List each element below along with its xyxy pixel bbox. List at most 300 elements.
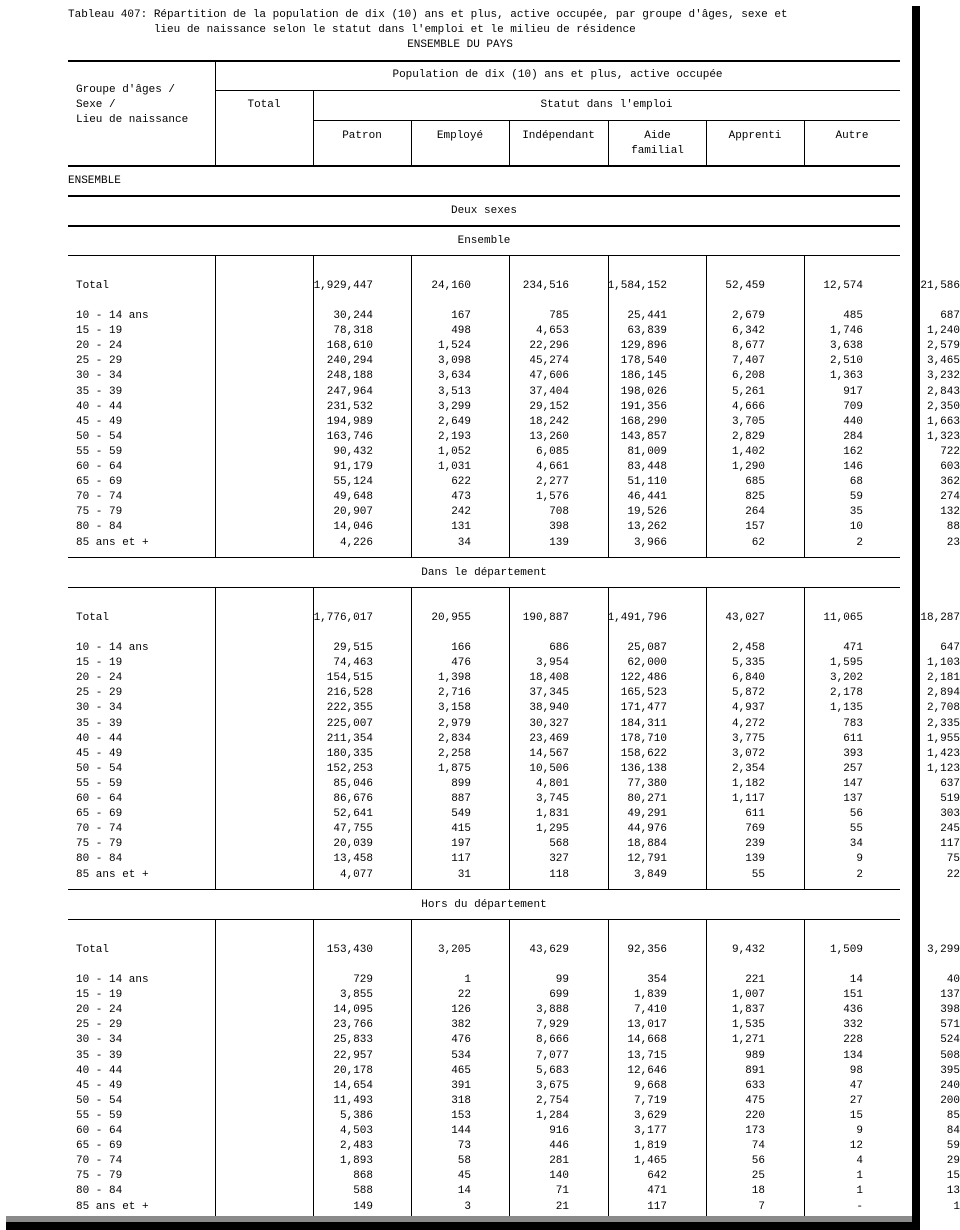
table-title [68,8,908,38]
cell-value: 3,098 [437,355,471,368]
cell-value: 25,441 [627,310,667,322]
cell-value: 332 [843,1019,863,1032]
table-row [68,309,960,324]
cell-value: 12,574 [823,280,863,292]
column-header-employe: Employé [436,130,484,142]
cell-value: 7,410 [633,1004,667,1017]
cell-value: 471 [843,642,863,654]
cell-value: 2,679 [731,310,765,322]
cell-value: 52,459 [725,280,765,292]
cell-value: 43,027 [725,612,765,624]
cell-value: 157 [745,521,765,534]
cell-value: 4,077 [339,868,373,881]
cell-value: 1,284 [535,1109,569,1122]
cell-value: 1,323 [926,430,960,443]
cell-value: 47 [849,1079,863,1092]
cell-value: 917 [843,385,863,398]
row-label: 30 - 34 [76,702,123,715]
row-label: 45 - 49 [76,1079,123,1092]
cell-value: 126 [451,1004,471,1017]
cell-value: 84 [946,1125,960,1137]
cell-value: 2,483 [339,1140,373,1153]
cell-value: 117 [647,1200,667,1213]
cell-value: 75 [946,853,960,866]
row-label: Total [76,612,110,624]
cell-value: 24,160 [431,280,471,292]
section-rule [68,587,900,588]
cell-value: 708 [549,506,569,519]
cell-value: 274 [940,491,960,504]
cell-value: 13 [946,1185,960,1198]
cell-value: 63,839 [627,325,667,338]
row-label: 25 - 29 [76,1019,123,1032]
cell-value: 1,007 [731,989,765,1002]
row-label: 50 - 54 [76,762,123,775]
cell-value: 603 [940,461,960,473]
cell-value: 29 [946,1155,960,1168]
row-label: 55 - 59 [76,777,123,790]
cell-value: 34 [849,838,863,851]
column-header-apprenti: Apprenti [728,130,782,142]
cell-value: 3,675 [535,1079,569,1092]
cell-value: 56 [849,808,863,821]
cell-value: 622 [451,476,471,489]
row-label: 50 - 54 [76,1094,123,1107]
cell-value: 140 [549,1170,569,1183]
cell-value: 31 [457,868,471,881]
cell-value: 91,179 [333,461,373,473]
cell-value: 4,666 [731,400,765,413]
cell-value: 13,715 [627,1049,667,1062]
cell-value: 1,746 [829,325,863,338]
cell-value: 7,719 [633,1094,667,1107]
cell-value: 8,666 [535,1034,569,1047]
cell-value: 74,463 [333,657,373,670]
cell-value: 247,964 [326,385,373,398]
section-bottom-rule [68,557,900,558]
cell-value: 11,493 [333,1094,373,1107]
cell-value: 83,448 [627,461,667,473]
cell-value: 14,654 [333,1079,373,1092]
table-row [68,1200,960,1215]
cell-value: 1,955 [926,732,960,745]
cell-value: 465 [451,1064,471,1077]
cell-value: 77,380 [627,777,667,790]
cell-value: 3,775 [731,732,765,745]
cell-value: 20,178 [333,1064,373,1077]
cell-value: 436 [843,1004,863,1017]
cell-value: 58 [457,1155,471,1168]
cell-value: 81,009 [627,445,667,458]
cell-value: 1 [464,974,471,986]
cell-value: 149 [353,1200,373,1213]
row-label: 40 - 44 [76,1064,123,1077]
cell-value: 2 [856,868,863,881]
table-row [68,852,960,867]
cell-value: 216,528 [326,687,373,700]
column-header-patron: Patron [342,130,382,142]
cell-value: 221 [745,974,765,986]
cell-value: 3,299 [926,944,960,956]
sex-label: Deux sexes [450,205,517,217]
cell-value: 899 [451,777,471,790]
cell-value: 34 [457,536,471,549]
cell-value: 194,989 [326,415,373,428]
cell-value: 568 [549,838,569,851]
column-header-independant: Indépendant [522,130,595,142]
cell-value: 85 [946,1109,960,1122]
cell-value: 20,907 [333,506,373,519]
cell-value: 3,072 [731,747,765,760]
cell-value: 9,668 [633,1079,667,1092]
cell-value: 98 [849,1064,863,1077]
cell-value: 3,705 [731,415,765,428]
cell-value: 284 [843,430,863,443]
cell-value: 22 [457,989,471,1002]
cell-value: 1,290 [731,461,765,473]
cell-value: 25,087 [627,642,667,654]
cell-value: 186,145 [620,370,667,383]
cell-value: 485 [843,310,863,322]
cell-value: 2,335 [926,717,960,730]
cell-value: 1,271 [731,1034,765,1047]
cell-value: 2,829 [731,430,765,443]
cell-value: 80,271 [627,793,667,805]
cell-value: 534 [451,1049,471,1062]
cell-value: 1,240 [926,325,960,338]
cell-value: 143,857 [620,430,667,443]
status-group-header: Statut dans l'emploi [540,99,673,111]
cell-value: 549 [451,808,471,821]
row-label: 10 - 14 ans [76,642,149,654]
cell-value: 4,272 [731,717,765,730]
cell-value: 190,887 [522,612,569,624]
cell-value: 234,516 [522,280,569,292]
column-header-aide-familial: Aide familial [631,130,684,157]
cell-value: 989 [745,1049,765,1062]
cell-value: 2,649 [437,415,471,428]
cell-value: 184,311 [620,717,667,730]
table-row [68,1139,960,1154]
table-row [68,807,960,822]
cell-value: 74 [751,1140,765,1153]
table-row [68,868,960,883]
cell-value: 23,469 [529,732,569,745]
column-header-total: Total [247,99,281,111]
row-label: 70 - 74 [76,491,123,504]
cell-value: 2,716 [437,687,471,700]
cell-value: 1,837 [731,1004,765,1017]
cell-value: 2 [856,536,863,549]
cell-value: 1,839 [633,989,667,1002]
cell-value: 13,260 [529,430,569,443]
row-label: 40 - 44 [76,732,123,745]
cell-value: 62 [751,536,765,549]
cell-value: 3,634 [437,370,471,383]
cell-value: 611 [745,808,765,821]
row-label: 40 - 44 [76,400,123,413]
cell-value: 173 [745,1125,765,1137]
cell-value: 440 [843,415,863,428]
cell-value: 88 [946,521,960,534]
cell-value: 242 [451,506,471,519]
row-label: 70 - 74 [76,1155,123,1168]
cell-value: 68 [849,476,863,489]
cell-value: 171,477 [620,702,667,715]
cell-value: 165,523 [620,687,667,700]
row-header-line: Lieu de naissance [76,114,189,126]
table-row [68,369,960,384]
cell-value: 1,423 [926,747,960,760]
cell-value: 35 [849,506,863,519]
table-row [68,536,960,551]
row-label: 80 - 84 [76,1185,123,1198]
cell-value: 147 [843,777,863,790]
cell-value: 152,253 [326,762,373,775]
cell-value: 2,979 [437,717,471,730]
cell-value: 3,299 [437,400,471,413]
cell-value: 1,584,152 [607,280,667,292]
cell-value: 6,840 [731,672,765,685]
table-row [68,747,960,762]
cell-value: 687 [940,310,960,322]
table-row [68,445,960,460]
cell-value: 90,432 [333,445,373,458]
cell-value: 6,208 [731,370,765,383]
cell-value: 20,039 [333,838,373,851]
cell-value: 571 [940,1019,960,1032]
cell-value: 4,503 [339,1125,373,1137]
row-label: 15 - 19 [76,989,123,1002]
cell-value: 3,855 [339,989,373,1002]
cell-value: 7,929 [535,1019,569,1032]
table-row [68,430,960,445]
cell-value: 71 [555,1185,569,1198]
header-rule-2 [313,120,900,121]
cell-value: 55 [751,868,765,881]
row-label: 50 - 54 [76,430,123,443]
section-title: Ensemble [457,235,511,247]
cell-value: 178,710 [620,732,667,745]
section-title: Hors du département [421,899,547,911]
cell-value: 257 [843,762,863,775]
cell-value: 2,277 [535,476,569,489]
cell-value: 55 [849,823,863,836]
cell-value: 327 [549,853,569,866]
cell-value: 137 [843,793,863,805]
cell-value: 2,510 [829,355,863,368]
cell-value: 637 [940,777,960,790]
cell-value: 47,755 [333,823,373,836]
table-row [68,460,960,475]
table-row [68,1154,960,1169]
row-label: 65 - 69 [76,808,123,821]
cell-value: 9 [856,1125,863,1137]
table-row [68,1003,960,1018]
table-row [68,1049,960,1064]
cell-value: 2,708 [926,702,960,715]
cell-value: 47,606 [529,370,569,383]
cell-value: 3,202 [829,672,863,685]
cell-value: 10,506 [529,762,569,775]
cell-value: 144 [451,1125,471,1137]
cell-value: 2,843 [926,385,960,398]
cell-value: 92,356 [627,944,667,956]
section-rule [68,919,900,920]
row-label: 60 - 64 [76,793,123,805]
cell-value: 1,819 [633,1140,667,1153]
row-label: Total [76,280,110,292]
cell-value: 180,335 [326,747,373,760]
cell-value: 475 [745,1094,765,1107]
cell-value: 3,745 [535,793,569,805]
cell-value: 22,957 [333,1049,373,1062]
cell-value: 22 [946,868,960,881]
cell-value: 1,052 [437,445,471,458]
total-row [68,943,960,958]
row-label: 25 - 29 [76,355,123,368]
row-label: 80 - 84 [76,521,123,534]
cell-value: 15 [849,1109,863,1122]
row-label: 20 - 24 [76,672,123,685]
cell-value: 2,834 [437,732,471,745]
table-row [68,762,960,777]
table-row [68,656,960,671]
row-label: 10 - 14 ans [76,310,149,322]
cell-value: 139 [745,853,765,866]
cell-value: 7,077 [535,1049,569,1062]
cell-value: 129,896 [620,340,667,353]
total-row [68,611,960,626]
cell-value: 3,849 [633,868,667,881]
cell-value: 1,576 [535,491,569,504]
cell-value: 868 [353,1170,373,1183]
cell-value: 1,524 [437,340,471,353]
cell-value: 40 [946,974,960,986]
cell-value: 391 [451,1079,471,1092]
cell-value: 38,940 [529,702,569,715]
cell-value: 166 [451,642,471,654]
cell-value: 2,458 [731,642,765,654]
table-row [68,732,960,747]
cell-value: 14,046 [333,521,373,534]
cell-value: 18,287 [920,612,960,624]
cell-value: 222,355 [326,702,373,715]
table-row [68,1184,960,1199]
cell-value: 45 [457,1170,471,1183]
table-row [68,415,960,430]
cell-value: 1,031 [437,461,471,473]
cell-value: 99 [555,974,569,986]
cell-value: 722 [940,445,960,458]
section-title: Dans le département [421,567,547,579]
cell-value: 51,110 [627,476,667,489]
cell-value: 6,085 [535,445,569,458]
cell-value: 5,872 [731,687,765,700]
row-label: 20 - 24 [76,1004,123,1017]
cell-value: 168,290 [620,415,667,428]
cell-value: 12,791 [627,853,667,866]
cell-value: 5,683 [535,1064,569,1077]
cell-value: 62,000 [627,657,667,670]
cell-value: 245 [940,823,960,836]
table-row [68,822,960,837]
cell-value: 14,567 [529,747,569,760]
cell-value: 6,342 [731,325,765,338]
header-top-rule [68,60,900,62]
cell-value: 30,327 [529,717,569,730]
cell-value: 476 [451,657,471,670]
row-header-line: Groupe d'âges / [76,84,176,96]
row-label: 15 - 19 [76,657,123,670]
row-label: 10 - 14 ans [76,974,149,986]
cell-value: 23,766 [333,1019,373,1032]
table-row [68,1064,960,1079]
cell-value: 7,407 [731,355,765,368]
cell-value: 1,893 [339,1155,373,1168]
cell-value: 473 [451,491,471,504]
cell-value: 178,540 [620,355,667,368]
cell-value: 162 [843,445,863,458]
cell-value: 46,441 [627,491,667,504]
cell-value: 29,515 [333,642,373,654]
section-bottom-rule [68,889,900,890]
cell-value: 769 [745,823,765,836]
cell-value: 7 [758,1200,765,1213]
row-label: 15 - 19 [76,325,123,338]
cell-value: 73 [457,1140,471,1153]
cell-value: 168,610 [326,340,373,353]
table-row [68,490,960,505]
row-label: 20 - 24 [76,340,123,353]
cell-value: 8,677 [731,340,765,353]
cell-value: 891 [745,1064,765,1077]
cell-value: 122,486 [620,672,667,685]
cell-value: 1,103 [926,657,960,670]
cell-value: 4,653 [535,325,569,338]
cell-value: 14,095 [333,1004,373,1017]
cell-value: 30,244 [333,310,373,322]
cell-value: 163,746 [326,430,373,443]
table-row [68,505,960,520]
table-row [68,400,960,415]
row-label: 55 - 59 [76,1109,123,1122]
row-label: 25 - 29 [76,687,123,700]
cell-value: 136,138 [620,762,667,775]
cell-value: 9 [856,853,863,866]
super-header: Population de dix (10) ans et plus, active occupée [392,69,723,81]
row-label: 35 - 39 [76,717,123,730]
cell-value: 191,356 [620,400,667,413]
cell-value: 49,291 [627,808,667,821]
row-header-label [68,83,223,128]
cell-value: 37,345 [529,687,569,700]
row-label: 45 - 49 [76,747,123,760]
cell-value: 3,177 [633,1125,667,1137]
table-row [68,1033,960,1048]
cell-value: 25 [751,1170,765,1183]
page-shadow [6,1222,920,1230]
cell-value: 1,135 [829,702,863,715]
cell-value: 12,646 [627,1064,667,1077]
cell-value: 3,966 [633,536,667,549]
cell-value: 446 [549,1140,569,1153]
cell-value: 685 [745,476,765,489]
cell-value: 783 [843,717,863,730]
cell-value: 476 [451,1034,471,1047]
cell-value: 1,509 [829,944,863,956]
cell-value: 2,354 [731,762,765,775]
